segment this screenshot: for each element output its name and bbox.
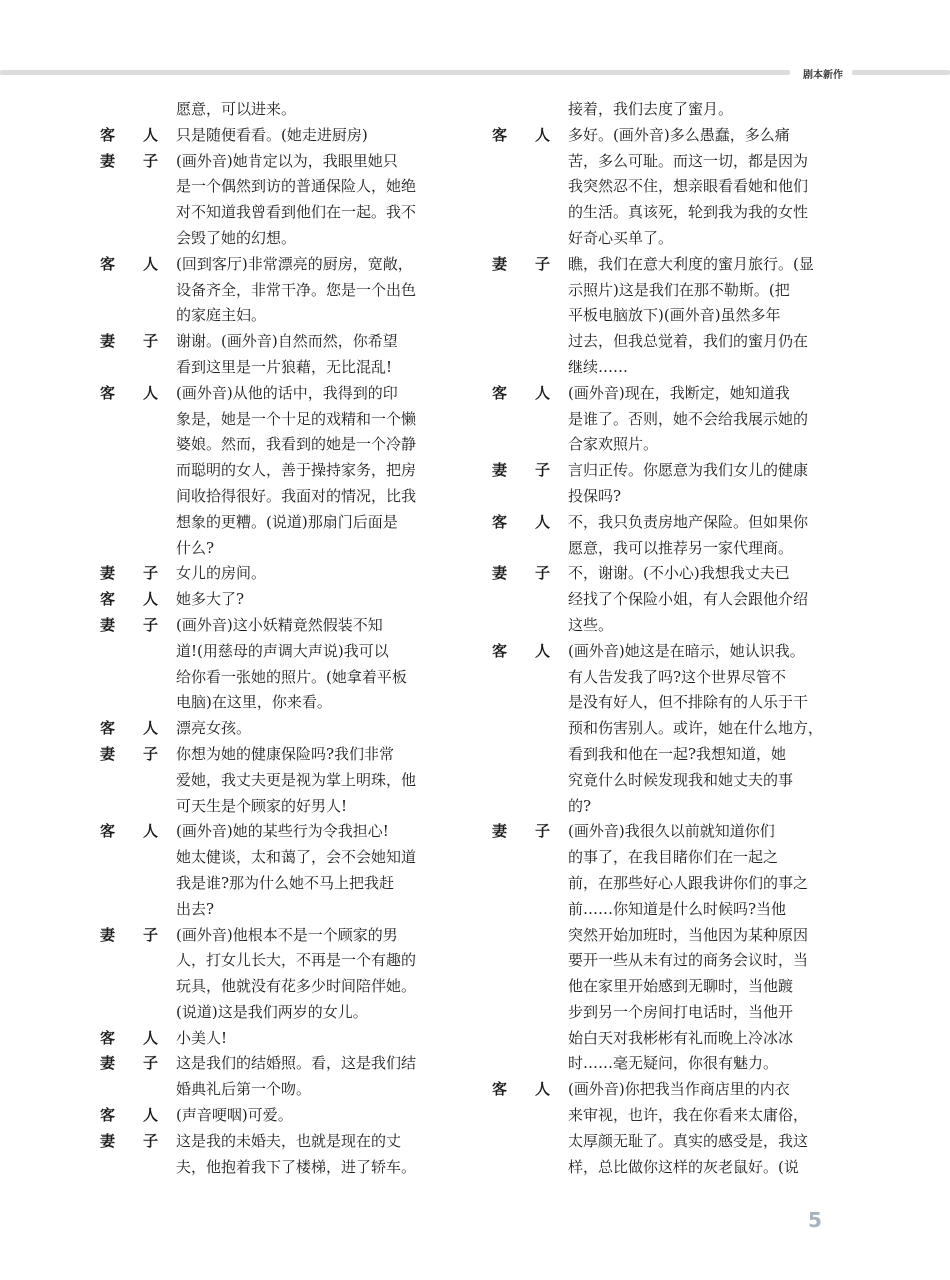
dialogue-line: 不，我只负责房地产保险。但如果你 — [568, 512, 809, 531]
dialogue-entry — [492, 510, 864, 562]
speaker-name: 客 人 — [100, 590, 158, 609]
speaker-name: 客 人 — [100, 1028, 158, 1047]
dialogue-line: (画外音)现在，我断定，她知道我 — [568, 383, 790, 402]
dialogue-line: (说道)这是我们两岁的女儿。 — [176, 1002, 368, 1021]
dialogue-entry — [100, 1026, 472, 1052]
dialogue-line: 投保吗? — [568, 486, 622, 505]
speaker-name: 客 人 — [100, 383, 158, 402]
dialogue-line: 经找了个保险小姐，有人会跟他介绍 — [568, 590, 809, 609]
dialogue-line: 夫，他抱着我下了楼梯，进了轿车。 — [176, 1157, 417, 1176]
dialogue-entry — [100, 1051, 472, 1103]
dialogue-line: (画外音)他根本不是一个顾家的男 — [176, 925, 398, 944]
speaker-name: 客 人 — [100, 719, 158, 738]
speaker-name: 妻 子 — [100, 564, 158, 583]
dialogue-entry — [100, 716, 472, 742]
dialogue-entry — [100, 149, 472, 252]
section-label: 剧本新作 — [803, 70, 843, 81]
dialogue-entry — [492, 381, 864, 458]
dialogue-line: 好奇心买单了。 — [568, 228, 674, 247]
dialogue-line: 谢谢。(画外音)自然而然，你希望 — [176, 332, 398, 351]
dialogue-entry — [100, 381, 472, 562]
speaker-name: 妻 子 — [100, 1054, 158, 1073]
speaker-name: 客 人 — [100, 1106, 158, 1125]
dialogue-line: 突然开始加班时，当他因为某种原因 — [568, 925, 809, 944]
dialogue-line: 愿意，我可以推荐另一家代理商。 — [568, 538, 794, 557]
dialogue-line: (回到客厅)非常漂亮的厨房，宽敞， — [176, 254, 413, 273]
dialogue-line: 只是随便看看。(她走进厨房) — [176, 125, 368, 144]
dialogue-line: 我突然忍不住，想亲眼看看她和他们 — [568, 177, 809, 196]
dialogue-line: 时……毫无疑问，你很有魅力。 — [568, 1054, 779, 1073]
header-rule-left — [0, 70, 790, 75]
page-number: 5 — [808, 1208, 822, 1232]
dialogue-entry — [100, 587, 472, 613]
dialogue-line: 的事了，在我目睹你们在一起之 — [568, 848, 779, 867]
speaker-name: 客 人 — [492, 125, 550, 144]
dialogue-line: (画外音)她这是在暗示，她认识我。 — [568, 641, 805, 660]
dialogue-entry — [100, 923, 472, 1026]
dialogue-line: 看到我和他在一起?我想知道，她 — [568, 744, 787, 763]
dialogue-entry — [100, 123, 472, 149]
dialogue-line: 婆娘。然而，我看到的她是一个冷静 — [176, 435, 417, 454]
speaker-name: 客 人 — [492, 1080, 550, 1099]
dialogue-line: 预和伤害别人。或许，她在什么地方， — [568, 719, 824, 738]
dialogue-line: 她多大了? — [176, 590, 245, 609]
dialogue-line: 道!(用慈母的声调大声说)我可以 — [176, 641, 389, 660]
dialogue-line: 不，谢谢。(不小心)我想我丈夫已 — [568, 564, 790, 583]
dialogue-line: 的? — [568, 796, 592, 815]
header-rule-right — [852, 70, 950, 75]
dialogue-line: 愿意，可以进来。 — [176, 100, 297, 118]
dialogue-line: 我是谁?那为什么她不马上把我赶 — [176, 873, 395, 892]
dialogue-line: 过去，但我总觉着，我们的蜜月仍在 — [568, 332, 809, 351]
dialogue-line: 的家庭主妇。 — [176, 306, 267, 325]
dialogue-line: 婚典礼后第一个吻。 — [176, 1080, 312, 1099]
dialogue-line: 是谁了。否则，她不会给我展示她的 — [568, 409, 809, 428]
dialogue-line: 玩具，他就没有花多少时间陪伴她。 — [176, 977, 417, 996]
speaker-name: 妻 子 — [100, 332, 158, 351]
dialogue-line: 前……你知道是什么时候吗?当他 — [568, 899, 787, 918]
dialogue-line: 人，打女儿长大，不再是一个有趣的 — [176, 951, 417, 970]
dialogue-entry — [492, 819, 864, 1077]
dialogue-line: 设备齐全，非常干净。您是一个出色 — [176, 280, 417, 299]
speaker-name: 妻 子 — [100, 1131, 158, 1150]
dialogue-line: (画外音)她的某些行为令我担心! — [176, 822, 389, 841]
dialogue-line: 是没有好人，但不排除有的人乐于干 — [568, 693, 809, 712]
left-column — [100, 97, 472, 1180]
dialogue-line: 究竟什么时候发现我和她丈夫的事 — [568, 770, 794, 789]
speaker-name: 妻 子 — [492, 461, 550, 480]
dialogue-line: 多好。(画外音)多么愚蠢，多么痛 — [568, 125, 790, 144]
dialogue-line: 他在家里开始感到无聊时，当他踱 — [568, 977, 794, 996]
dialogue-line: 前，在那些好心人跟我讲你们的事之 — [568, 873, 809, 892]
dialogue-line: 女儿的房间。 — [176, 564, 267, 583]
dialogue-line: 可天生是个顾家的好男人! — [176, 796, 348, 815]
dialogue-entry — [100, 613, 472, 716]
dialogue-entry — [100, 561, 472, 587]
dialogue-line: 而聪明的女人，善于操持家务，把房 — [176, 461, 417, 480]
dialogue-line: (声音哽咽)可爱。 — [176, 1106, 293, 1125]
right-column — [492, 97, 864, 1180]
dialogue-line: 象是，她是一个十足的戏精和一个懒 — [176, 409, 417, 428]
dialogue-entry — [492, 639, 864, 820]
dialogue-line: 会毁了她的幻想。 — [176, 228, 297, 247]
dialogue-line: 给你看一张她的照片。(她拿着平板 — [176, 667, 407, 686]
speaker-name: 客 人 — [100, 822, 158, 841]
dialogue-line: 合家欢照片。 — [568, 435, 659, 454]
dialogue-line: 继续…… — [568, 357, 629, 376]
dialogue-line: 始白天对我彬彬有礼而晚上冷冰冰 — [568, 1028, 794, 1047]
dialogue-entry — [492, 252, 864, 381]
dialogue-entry — [492, 97, 864, 123]
dialogue-line: (画外音)我很久以前就知道你们 — [568, 822, 775, 841]
speaker-name: 客 人 — [100, 125, 158, 144]
dialogue-line: 接着，我们去度了蜜月。 — [568, 100, 734, 118]
dialogue-line: 来审视，也许，我在你看来太庸俗， — [568, 1106, 809, 1125]
dialogue-line: 小美人! — [176, 1028, 228, 1047]
dialogue-line: 平板电脑放下)(画外音)虽然多年 — [568, 306, 781, 325]
dialogue-line: 的生活。真该死，轮到我为我的女性 — [568, 203, 809, 222]
dialogue-entry — [492, 1077, 864, 1180]
speaker-name: 客 人 — [492, 512, 550, 531]
dialogue-line: 苦，多么可耻。而这一切，都是因为 — [568, 151, 809, 170]
dialogue-line: 漂亮女孩。 — [176, 719, 252, 738]
dialogue-entry — [492, 123, 864, 252]
dialogue-entry — [100, 819, 472, 922]
dialogue-line: 示照片)这是我们在那不勒斯。(把 — [568, 280, 790, 299]
dialogue-line: 对不知道我曾看到他们在一起。我不 — [176, 203, 417, 222]
dialogue-line: 瞧，我们在意大利度的蜜月旅行。(显 — [568, 254, 814, 273]
speaker-name: 妻 子 — [100, 151, 158, 170]
dialogue-line: (画外音)从他的话中，我得到的印 — [176, 383, 398, 402]
speaker-name: 妻 子 — [100, 925, 158, 944]
dialogue-line: 出去? — [176, 899, 215, 918]
speaker-name: 妻 子 — [100, 615, 158, 634]
dialogue-line: 这是我们的结婚照。看，这是我们结 — [176, 1054, 417, 1073]
dialogue-line: 什么? — [176, 538, 215, 557]
dialogue-entry — [100, 1129, 472, 1181]
speaker-name: 妻 子 — [100, 744, 158, 763]
dialogue-line: 这是我的未婚夫，也就是现在的丈 — [176, 1131, 402, 1150]
dialogue-line: (画外音)她肯定以为，我眼里她只 — [176, 151, 398, 170]
dialogue-line: 看到这里是一片狼藉，无比混乱! — [176, 357, 393, 376]
dialogue-line: 这些。 — [568, 615, 614, 634]
dialogue-entry — [492, 458, 864, 510]
dialogue-line: 你想为她的健康保险吗?我们非常 — [176, 744, 395, 763]
speaker-name: 客 人 — [492, 383, 550, 402]
speaker-name: 妻 子 — [492, 822, 550, 841]
dialogue-line: 要开一些从未有过的商务会议时，当 — [568, 951, 809, 970]
dialogue-entry — [100, 742, 472, 819]
dialogue-entry — [492, 561, 864, 638]
dialogue-entry — [100, 329, 472, 381]
dialogue-line: 电脑)在这里，你来看。 — [176, 693, 332, 712]
dialogue-line: (画外音)这小妖精竟然假装不知 — [176, 615, 383, 634]
speaker-name: 妻 子 — [492, 254, 550, 273]
dialogue-line: 样，总比做你这样的灰老鼠好。(说 — [568, 1157, 799, 1176]
dialogue-line: 间收拾得很好。我面对的情况，比我 — [176, 486, 417, 505]
dialogue-entry — [100, 252, 472, 329]
dialogue-line: 她太健谈，太和蔼了，会不会她知道 — [176, 848, 417, 867]
speaker-name: 妻 子 — [492, 564, 550, 583]
dialogue-line: 言归正传。你愿意为我们女儿的健康 — [568, 461, 809, 480]
speaker-name: 客 人 — [492, 641, 550, 660]
dialogue-line: 太厚颜无耻了。真实的感受是，我这 — [568, 1131, 809, 1150]
dialogue-entry — [100, 97, 472, 123]
dialogue-line: 想象的更糟。(说道)那扇门后面是 — [176, 512, 398, 531]
dialogue-line: (画外音)你把我当作商店里的内衣 — [568, 1080, 790, 1099]
dialogue-entry — [100, 1103, 472, 1129]
speaker-name: 客 人 — [100, 254, 158, 273]
dialogue-line: 步到另一个房间打电话时，当他开 — [568, 1002, 794, 1021]
dialogue-line: 爱她，我丈夫更是视为掌上明珠，他 — [176, 770, 417, 789]
dialogue-line: 是一个偶然到访的普通保险人，她绝 — [176, 177, 417, 196]
dialogue-line: 有人告发我了吗?这个世界尽管不 — [568, 667, 787, 686]
